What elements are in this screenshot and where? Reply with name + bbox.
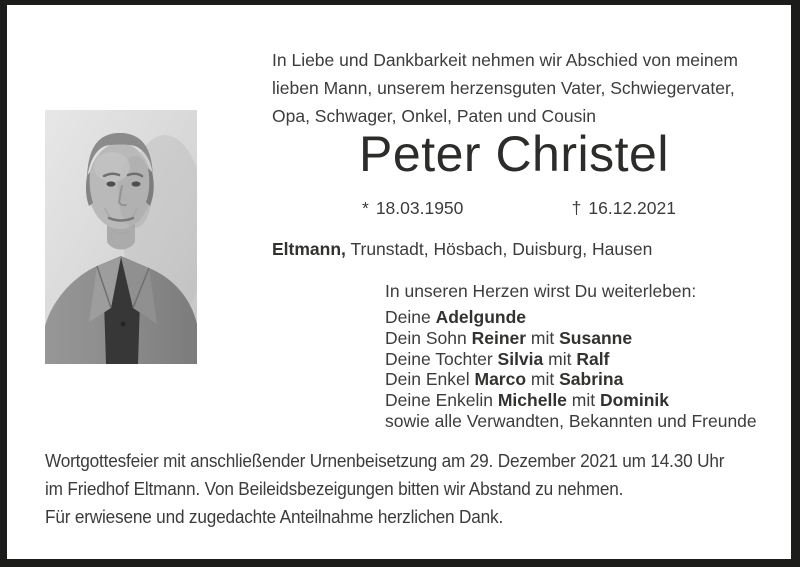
family-list [385, 307, 757, 432]
text-line: lieben Mann, unserem herzensguten Vater, Schwiegervater, [272, 78, 735, 98]
birth-date [362, 198, 463, 219]
text-line: Opa, Schwager, Onkel, Paten und Cousin [272, 106, 596, 126]
birth-date-value: 18.03.1950 [375, 198, 464, 218]
places-line [272, 239, 652, 260]
death-cross-symbol: † [571, 198, 582, 218]
life-dates [362, 198, 676, 219]
text-line: Deine Adelgunde [385, 307, 527, 327]
text-line: sowie alle Verwandten, Bekannten und Freunde [385, 410, 757, 431]
text-line: Deine Tochter Silvia mit Ralf [385, 348, 610, 369]
text-line: In Liebe und Dankbarkeit nehmen wir Abschied von meinem [272, 50, 738, 70]
death-date [572, 198, 676, 219]
intro-text [272, 46, 738, 130]
text-line: Wortgottesfeier mit anschließender Urnenbeisetzung am 29. Dezember 2021 um 14.30 Uhr [45, 450, 725, 471]
portrait-photo-graphic [45, 110, 197, 364]
text-line: Dein Sohn Reiner mit Susanne [385, 327, 633, 348]
text-line: im Friedhof Eltmann. Von Beileidsbezeigungen bitten wir Abstand zu nehmen. [45, 478, 624, 499]
deceased-name: Peter Christel [359, 126, 669, 182]
text-line: Deine Enkelin Michelle mit Dominik [385, 390, 670, 411]
service-details [45, 447, 724, 503]
memory-heading: In unseren Herzen wirst Du weiterleben: [385, 281, 697, 301]
birth-star-symbol: * [362, 198, 369, 218]
text-line: Dein Enkel Marco mit Sabrina [385, 369, 624, 390]
primary-place: Eltmann, [272, 239, 346, 259]
thanks-line: Für erwiesene und zugedachte Anteilnahme herzlichen Dank. [45, 506, 504, 527]
death-date-value: 16.12.2021 [588, 198, 676, 218]
other-places: Trunstadt, Hösbach, Duisburg, Hausen [345, 239, 653, 259]
portrait-photo [45, 110, 197, 364]
